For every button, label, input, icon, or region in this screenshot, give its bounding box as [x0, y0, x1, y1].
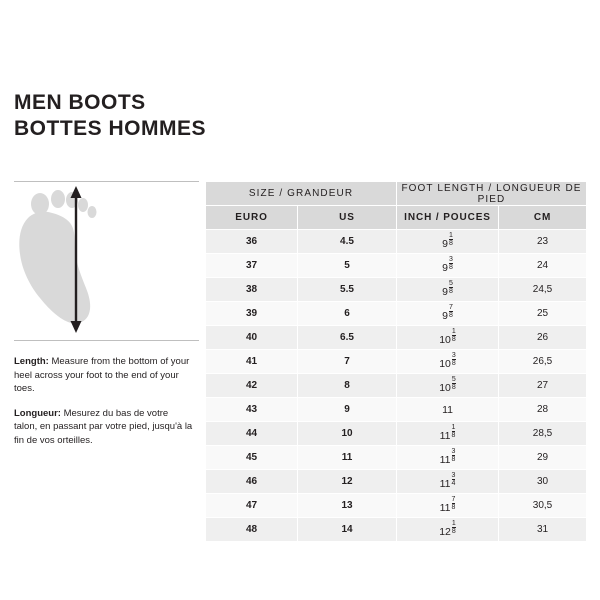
cell-cm: 24 [499, 254, 587, 278]
foot-illustration [14, 181, 199, 341]
cell-us: 6.5 [298, 326, 397, 350]
inch-fraction: $\frac{5}{8}$ [448, 280, 453, 296]
cell-euro: 41 [206, 350, 298, 374]
inch-fraction: $\frac{1}{8}$ [451, 520, 456, 536]
note-fr-label: Longueur: [14, 407, 61, 419]
note-fr [14, 407, 194, 448]
inch-fraction: $\frac{3}{8}$ [448, 256, 453, 272]
cell-inch: 11 $\frac{3}{8}$ [397, 446, 499, 470]
cell-euro: 46 [206, 470, 298, 494]
cell-euro: 42 [206, 374, 298, 398]
cell-inch: 10 $\frac{5}{8}$ [397, 374, 499, 398]
cell-inch: 10 $\frac{3}{8}$ [397, 350, 499, 374]
foot-outline-icon [14, 182, 199, 342]
cell-us: 4.5 [298, 230, 397, 254]
cell-euro: 47 [206, 494, 298, 518]
size-table [205, 181, 587, 542]
column-header-inch: INCH / POUCES [397, 206, 499, 230]
cell-euro: 44 [206, 422, 298, 446]
cell-inch: 9 $\frac{5}{8}$ [397, 278, 499, 302]
cell-inch: 10 $\frac{1}{8}$ [397, 326, 499, 350]
cell-cm: 29 [499, 446, 587, 470]
group-header-size: SIZE / GRANDEUR [206, 182, 397, 206]
group-header-foot-length: FOOT LENGTH / LONGUEUR DE PIED [397, 182, 587, 206]
cell-inch: 9 $\frac{3}{8}$ [397, 254, 499, 278]
column-header-row [206, 206, 587, 230]
table-row [206, 422, 587, 446]
table-row [206, 326, 587, 350]
cell-cm: 25 [499, 302, 587, 326]
measurement-notes [14, 355, 194, 447]
cell-euro: 37 [206, 254, 298, 278]
cell-cm: 26 [499, 326, 587, 350]
cell-cm: 31 [499, 518, 587, 542]
cell-euro: 45 [206, 446, 298, 470]
column-header-euro: EURO [206, 206, 298, 230]
cell-inch: 12 $\frac{1}{8}$ [397, 518, 499, 542]
cell-cm: 24,5 [499, 278, 587, 302]
title-line-en: MEN BOOTS [14, 91, 146, 114]
table-row [206, 350, 587, 374]
note-en [14, 355, 194, 396]
cell-cm: 23 [499, 230, 587, 254]
table-row [206, 374, 587, 398]
size-table-head [206, 182, 587, 230]
table-row [206, 302, 587, 326]
cell-us: 10 [298, 422, 397, 446]
cell-inch: 11 $\frac{3}{4}$ [397, 470, 499, 494]
inch-fraction: $\frac{1}{8}$ [451, 424, 456, 440]
cell-us: 9 [298, 398, 397, 422]
page-title [14, 90, 206, 142]
cell-euro: 38 [206, 278, 298, 302]
cell-euro: 40 [206, 326, 298, 350]
cell-cm: 28 [499, 398, 587, 422]
table-row [206, 254, 587, 278]
note-en-label: Length: [14, 356, 49, 367]
inch-fraction: $\frac{1}{8}$ [451, 328, 456, 344]
column-header-us: US [298, 206, 397, 230]
group-header-row [206, 182, 587, 206]
cell-euro: 48 [206, 518, 298, 542]
cell-euro: 36 [206, 230, 298, 254]
table-row [206, 278, 587, 302]
inch-fraction: $\frac{5}{8}$ [451, 376, 456, 392]
cell-euro: 39 [206, 302, 298, 326]
cell-us: 5.5 [298, 278, 397, 302]
table-row [206, 518, 587, 542]
cell-us: 11 [298, 446, 397, 470]
title-line-fr: BOTTES HOMMES [14, 117, 207, 140]
table-row [206, 230, 587, 254]
cell-us: 6 [298, 302, 397, 326]
cell-inch: 11 $\frac{7}{8}$ [397, 494, 499, 518]
table-row [206, 494, 587, 518]
size-table-wrapper [205, 181, 586, 542]
cell-us: 12 [298, 470, 397, 494]
note-en-text: Measure from the bottom of your heel across your foot to the end of your toes. [14, 356, 190, 394]
inch-fraction: $\frac{7}{8}$ [451, 496, 456, 512]
cell-cm: 26,5 [499, 350, 587, 374]
cell-us: 14 [298, 518, 397, 542]
inch-fraction: $\frac{3}{8}$ [451, 352, 456, 368]
cell-us: 13 [298, 494, 397, 518]
cell-us: 5 [298, 254, 397, 278]
cell-inch: 11 $\frac{1}{8}$ [397, 422, 499, 446]
cell-cm: 28,5 [499, 422, 587, 446]
size-table-body [206, 230, 587, 542]
cell-cm: 30 [499, 470, 587, 494]
column-header-cm: CM [499, 206, 587, 230]
table-row [206, 446, 587, 470]
cell-us: 7 [298, 350, 397, 374]
measurement-guide-panel [14, 181, 199, 458]
cell-euro: 43 [206, 398, 298, 422]
table-row [206, 470, 587, 494]
table-row [206, 398, 587, 422]
inch-fraction: $\frac{7}{8}$ [448, 304, 453, 320]
inch-fraction: $\frac{3}{8}$ [451, 448, 456, 464]
cell-inch: 11 [397, 398, 499, 422]
cell-inch: 9 $\frac{1}{8}$ [397, 230, 499, 254]
cell-inch: 9 $\frac{7}{8}$ [397, 302, 499, 326]
inch-fraction: $\frac{3}{4}$ [451, 472, 456, 488]
note-fr-text: Mesurez du bas de votre talon, en passant par votre pied, jusqu'à la fin de vos orteilles. [14, 407, 193, 446]
inch-fraction: $\frac{1}{8}$ [448, 232, 453, 248]
cell-cm: 30,5 [499, 494, 587, 518]
cell-cm: 27 [499, 374, 587, 398]
cell-us: 8 [298, 374, 397, 398]
